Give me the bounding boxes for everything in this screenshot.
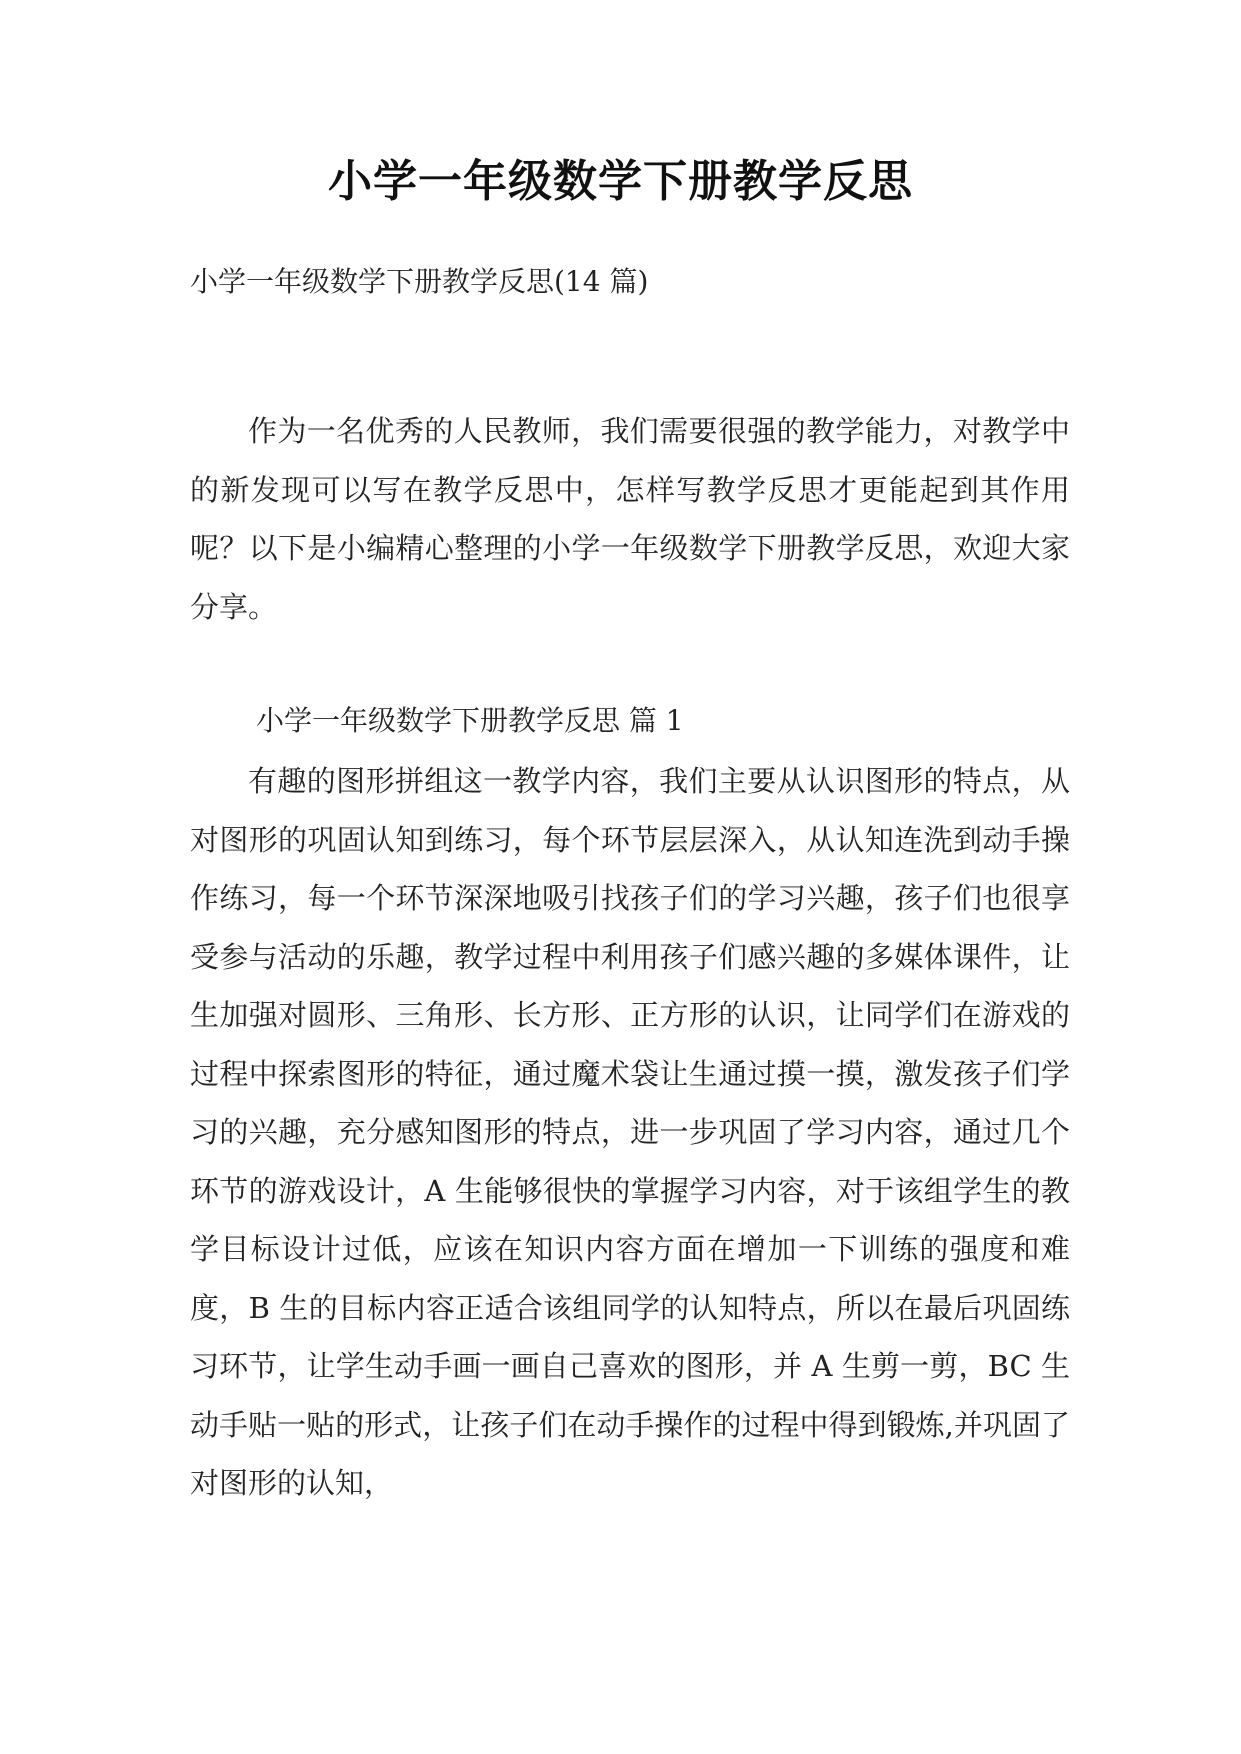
- section-heading: 小学一年级数学下册教学反思 篇 1: [256, 704, 684, 737]
- section-body-paragraph: 有趣的图形拼组这一教学内容，我们主要从认识图形的特点，从对图形的巩固认知到练习，每个环节层层深入，从认知连洗到动手操作练习，每一个环节深深地吸引找孩子们的学习兴趣，孩子们也很享受参与活动的乐趣，教学过程中利用孩子们感兴趣的多媒体课件，让生加强对圆形、三角形、长方形、正方形的认识，让同学们在游戏的过程中探索图形的特征，通过魔术袋让生通过摸一摸，激发孩子们学习的兴趣，充分感知图形的特点，进一步巩固了学习内容，通过几个环节的游戏设计，A 生能够很快的掌握学习内容，对于该组学生的教学目标设计过低，应该在知识内容方面在增加一下训练的强度和难度，B 生的目标内容正适合该组同学的认知特点，所以在最后巩固练习环节，让学生动手画一画自己喜欢的图形，并 A 生剪一剪，BC 生动手贴一贴的形式，让孩子们在动手操作的过程中得到锻炼,并巩固了对图形的认知，: [190, 764, 1070, 1500]
- document-subtitle: 小学一年级数学下册教学反思(14 篇): [190, 265, 649, 298]
- intro-paragraph: 作为一名优秀的人民教师，我们需要很强的教学能力，对教学中的新发现可以写在教学反思中，怎样写教学反思才更能起到其作用呢？以下是小编精心整理的小学一年级数学下册教学反思，欢迎大家分享。: [190, 414, 1070, 624]
- document-title: 小学一年级数学下册教学反思: [328, 156, 913, 207]
